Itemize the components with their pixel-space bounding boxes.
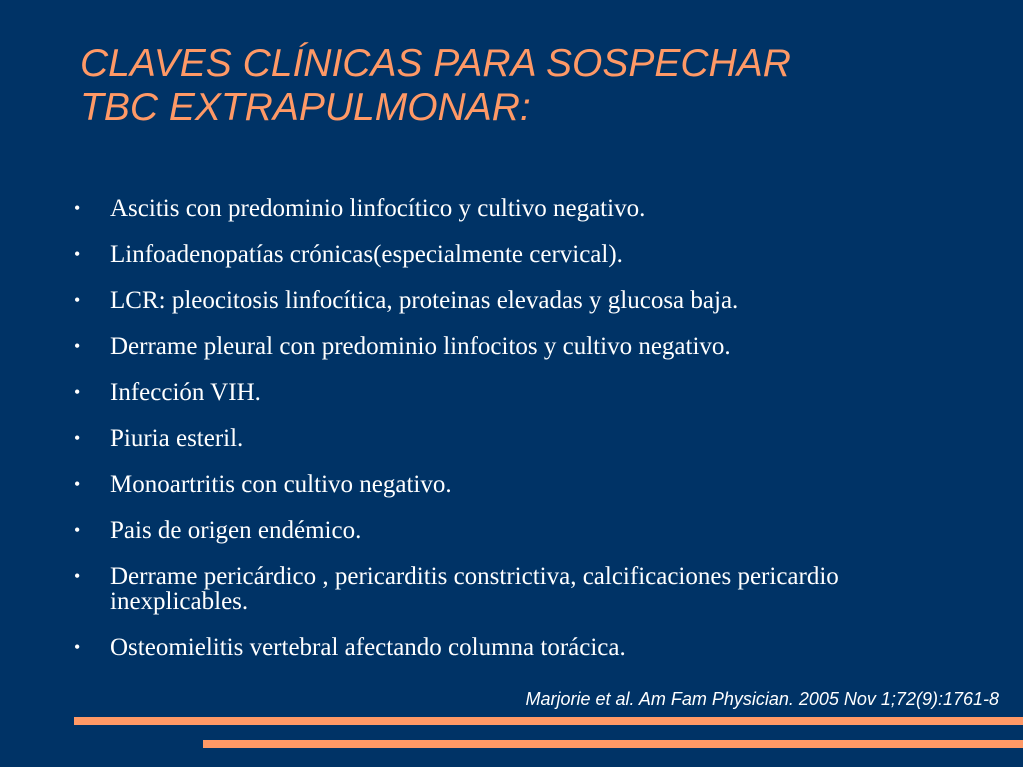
title-line-1: CLAVES CLÍNICAS PARA SOSPECHAR xyxy=(80,42,791,85)
bullet-text: Derrame pleural con predominio linfocitos y cultivo negativo. xyxy=(110,333,731,360)
bullet-dot-icon: • xyxy=(74,244,81,264)
bullet-list xyxy=(70,196,950,681)
bullet-text: Linfoadenopatías crónicas(especialmente cervical). xyxy=(110,241,623,268)
citation: Marjorie et al. Am Fam Physician. 2005 Nov 1;72(9):1761-8 xyxy=(525,689,999,709)
bullet-dot-icon: • xyxy=(74,428,81,448)
bullet-dot-icon: • xyxy=(74,336,81,356)
bullet-item xyxy=(70,380,950,405)
bullet-item xyxy=(70,196,950,221)
bullet-text: Pais de origen endémico. xyxy=(110,517,362,544)
bullet-item xyxy=(70,564,950,614)
bullet-dot-icon: • xyxy=(74,637,81,657)
bullet-text: Piuria esteril. xyxy=(110,425,244,452)
bullet-item xyxy=(70,472,950,497)
bullet-item xyxy=(70,242,950,267)
bullet-text: Ascitis con predominio linfocítico y cultivo negativo. xyxy=(110,195,646,222)
slide-title xyxy=(80,42,980,130)
bullet-item xyxy=(70,426,950,451)
bullet-text: Monoartritis con cultivo negativo. xyxy=(110,471,452,498)
bullet-item xyxy=(70,518,950,543)
bullet-dot-icon: • xyxy=(74,520,81,540)
decorative-bar-top xyxy=(74,717,1023,725)
bullet-text: Infección VIH. xyxy=(110,379,261,406)
bullet-dot-icon: • xyxy=(74,474,81,494)
bullet-dot-icon: • xyxy=(74,198,81,218)
decorative-bar-bottom xyxy=(203,740,1023,748)
bullet-text: Derrame pericárdico , pericarditis constrictiva, calcificaciones pericardio inexplicables. xyxy=(110,563,839,615)
bullet-item xyxy=(70,288,950,313)
bullet-item xyxy=(70,334,950,359)
bullet-text: Osteomielitis vertebral afectando columna torácica. xyxy=(110,634,626,661)
bullet-dot-icon: • xyxy=(74,566,81,586)
title-line-2: TBC EXTRAPULMONAR: xyxy=(80,86,531,129)
bullet-dot-icon: • xyxy=(74,290,81,310)
bullet-item xyxy=(70,635,950,660)
bullet-text: LCR: pleocitosis linfocítica, proteinas elevadas y glucosa baja. xyxy=(110,287,739,314)
bullet-dot-icon: • xyxy=(74,382,81,402)
